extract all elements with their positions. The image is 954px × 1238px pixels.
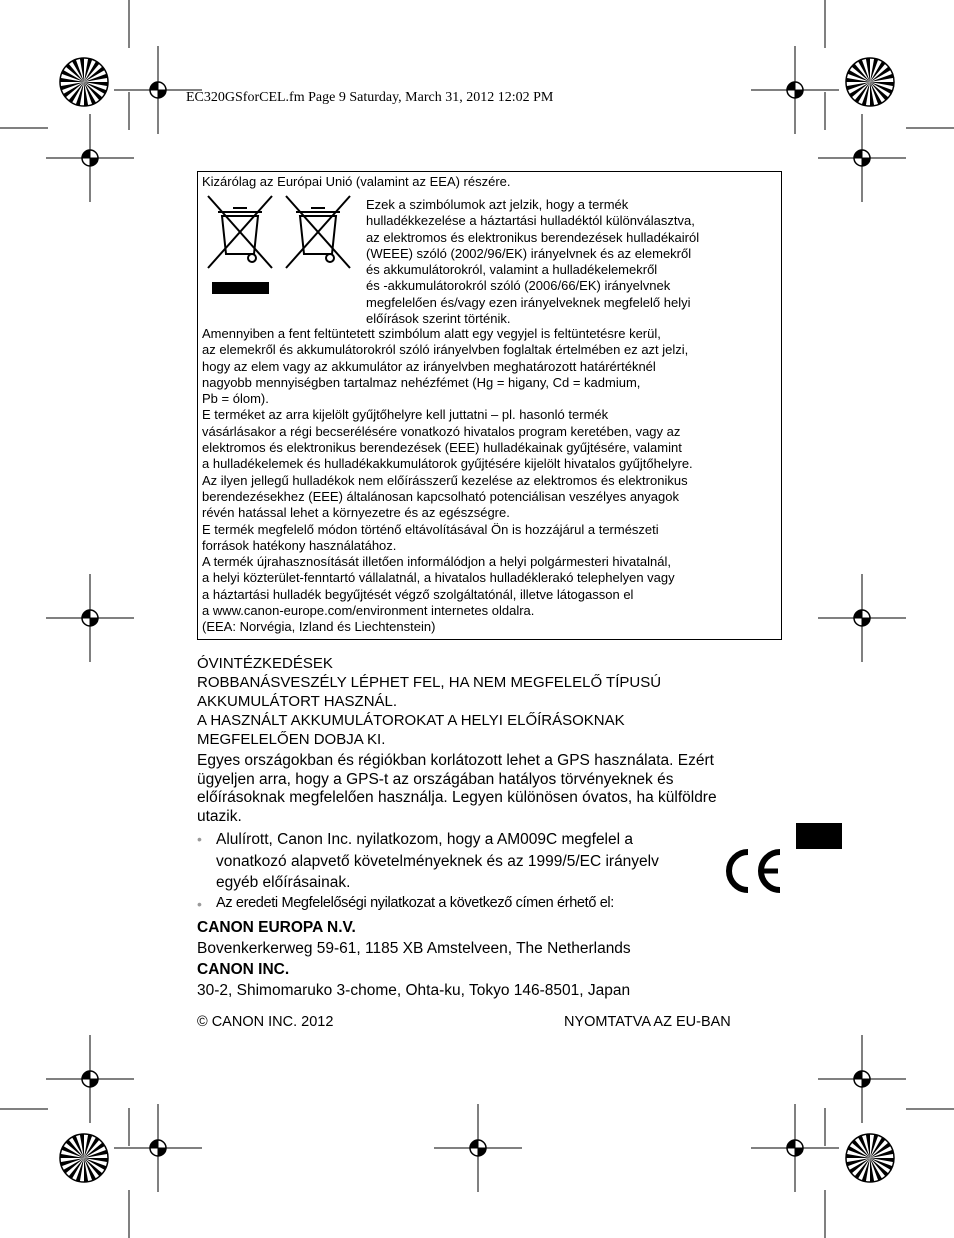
weee-notice-box xyxy=(197,171,782,640)
weee-body-line: elektromos és elektronikus berendezések (EEE) hulladékainak gyűjtésére, valamint xyxy=(202,440,682,456)
registration-crosshair-icon xyxy=(114,1104,202,1192)
weee-box-title: Kizárólag az Európai Unió (valamint az EEA) részére. xyxy=(202,174,511,189)
declaration-line: vonatkozó alapvető követelményeknek és az 1999/5/EC irányelv xyxy=(216,852,659,870)
inc-company-name: CANON INC. xyxy=(197,961,290,978)
weee-symbol-line: az elektromos és elektronikus berendezések hulladékairól xyxy=(366,229,700,245)
weee-body-line: források hatékony használatához. xyxy=(202,537,397,553)
starburst-color-target-icon xyxy=(60,1134,108,1182)
gps-line: előírásoknak megfelelően használja. Legyen különösen óvatos, ha külföldre xyxy=(197,789,717,807)
caution-line: A HASZNÁLT AKKUMULÁTOROKAT A HELYI ELŐÍRÁSOKNAK xyxy=(197,712,625,729)
registration-crosshair-icon xyxy=(818,1035,906,1123)
weee-body-line: révén hatással lehet a környezetre és az egészségre. xyxy=(202,505,510,521)
weee-body-line: a helyi közterület-fenntartó vállalatnál, a hivatalos hulladéklerakó telephelyen vagy xyxy=(202,570,675,586)
starburst-color-target-icon xyxy=(846,58,894,106)
registration-crosshair-icon xyxy=(434,1104,522,1192)
registration-crosshair-icon xyxy=(751,46,839,134)
ce-mark-icon xyxy=(720,846,786,896)
starburst-color-target-icon xyxy=(846,1134,894,1182)
weee-symbol-line: Ezek a szimbólumok azt jelzik, hogy a termék xyxy=(366,197,629,212)
europa-company-name: CANON EUROPA N.V. xyxy=(197,919,356,936)
printed-in-notice: NYOMTATVA AZ EU-BAN xyxy=(564,1014,731,1030)
caution-line: ÓVINTÉZKEDÉSEK xyxy=(197,655,333,672)
registration-crosshair-icon xyxy=(751,1104,839,1192)
registration-crosshair-icon xyxy=(46,114,134,202)
weee-body-line: az elemekről és akkumulátorokról szóló irányelvben foglaltak értelmében ez azt jelzi, xyxy=(202,342,689,358)
weee-body-line: Pb = ólom). xyxy=(202,391,269,407)
registration-crosshair-icon xyxy=(46,574,134,662)
chemical-symbol-bar xyxy=(212,282,269,294)
weee-body-text xyxy=(202,326,777,636)
copyright-notice: © CANON INC. 2012 xyxy=(197,1014,334,1030)
weee-body-line: Az ilyen jellegű hulladékok nem előírásszerű kezelése az elektromos és elektronikus xyxy=(202,472,688,488)
weee-body-line: a háztartási hulladék begyűjtését végző szolgáltatónál, illetve látogasson el xyxy=(202,586,634,602)
weee-symbol-line: és akkumulátorokról, valamint a hulladékelemekről xyxy=(366,262,658,278)
weee-body-line: vásárlásakor a régi becserélésére vonatkozó hivatalos program keretében, vagy az xyxy=(202,423,681,439)
weee-body-line: A termék újrahasznosítását illetően informálódjon a helyi polgármesteri hivatalnál, xyxy=(202,554,671,570)
caution-line: AKKUMULÁTORT HASZNÁL. xyxy=(197,693,398,710)
declaration-line: Alulírott, Canon Inc. nyilatkozom, hogy a AM009C megfelel a xyxy=(216,831,633,848)
weee-symbol-explanation xyxy=(366,197,776,327)
weee-body-line: a hulladékelemek és hulladékakkumulátorok gyűjtésére kijelölt hivatalos gyűjtőhelyre. xyxy=(202,456,693,472)
weee-body-line: (EEA: Norvégia, Izland és Liechtenstein) xyxy=(202,619,436,635)
inc-address: 30-2, Shimomaruko 3-chome, Ohta-ku, Tokyo 146-8501, Japan xyxy=(197,982,631,999)
europa-address: Bovenkerkerweg 59-61, 1185 XB Amstelveen, The Netherlands xyxy=(197,940,631,957)
registration-crosshair-icon xyxy=(818,574,906,662)
weee-body-line: a www.canon-europe.com/environment internetes oldalra. xyxy=(202,603,535,619)
weee-body-line: Amennyiben a fent feltüntetett szimbólum alatt egy vegyjel is feltüntetésre kerül, xyxy=(202,326,661,341)
section-tab xyxy=(796,823,842,849)
original-declaration-note: Az eredeti Megfelelőségi nyilatkozat a következő címen érhető el: xyxy=(216,895,614,911)
company-addresses xyxy=(197,917,631,1001)
gps-line: Egyes országokban és régiókban korlátozott lehet a GPS használata. Ezért xyxy=(197,752,714,769)
bullet-marker: • xyxy=(197,831,202,847)
weee-symbol-line: hulladékkezelése a háztartási hulladéktól különválasztva, xyxy=(366,213,695,229)
weee-symbol-line: előírások szerint történik. xyxy=(366,311,511,327)
weee-body-line: E terméket az arra kijelölt gyűjtőhelyre kell juttatni – pl. hasonló termék xyxy=(202,407,609,423)
registration-crosshair-icon xyxy=(46,1035,134,1123)
weee-body-line: hogy az elem vagy az akkumulátor az irányelvben meghatározott határértéknél xyxy=(202,358,656,374)
caution-line: MEGFELELŐEN DOBJA KI. xyxy=(197,731,386,748)
registration-crosshair-icon xyxy=(818,114,906,202)
gps-line: utazik. xyxy=(197,807,242,825)
weee-body-line: berendezésekhez (EEE) általánosan kapcsolható potenciálisan veszélyes anyagok xyxy=(202,488,679,504)
weee-symbol-line: megfelelően és/vagy ezen irányelveknek megfelelő helyi xyxy=(366,294,691,310)
conformity-declaration xyxy=(216,829,721,894)
weee-body-line: nagyobb mennyiségben tartalmaz nehézfémet (Hg = higany, Cd = kadmium, xyxy=(202,374,641,390)
file-header-line: EC320GSforCEL.fm Page 9 Saturday, March 31, 2012 12:02 PM xyxy=(186,90,554,105)
gps-notice xyxy=(197,752,787,826)
weee-symbol-line: és -akkumulátorokról szóló (2006/66/EK) irányelvnek xyxy=(366,278,671,294)
caution-line: ROBBANÁSVESZÉLY LÉPHET FEL, HA NEM MEGFELELŐ TÍPUSÚ xyxy=(197,674,662,691)
gps-line: ügyeljen arra, hogy a GPS-t az országában hatályos törvényeknek és xyxy=(197,770,674,788)
starburst-color-target-icon xyxy=(60,58,108,106)
weee-symbol-line: (WEEE) szóló (2002/96/EK) irányelvnek és az elemekről xyxy=(366,245,692,261)
bullet-marker: • xyxy=(197,896,202,912)
weee-body-line: E termék megfelelő módon történő eltávolításával Ön is hozzájárul a természeti xyxy=(202,521,659,537)
battery-caution xyxy=(197,654,777,749)
declaration-line: egyéb előírásainak. xyxy=(216,874,351,891)
